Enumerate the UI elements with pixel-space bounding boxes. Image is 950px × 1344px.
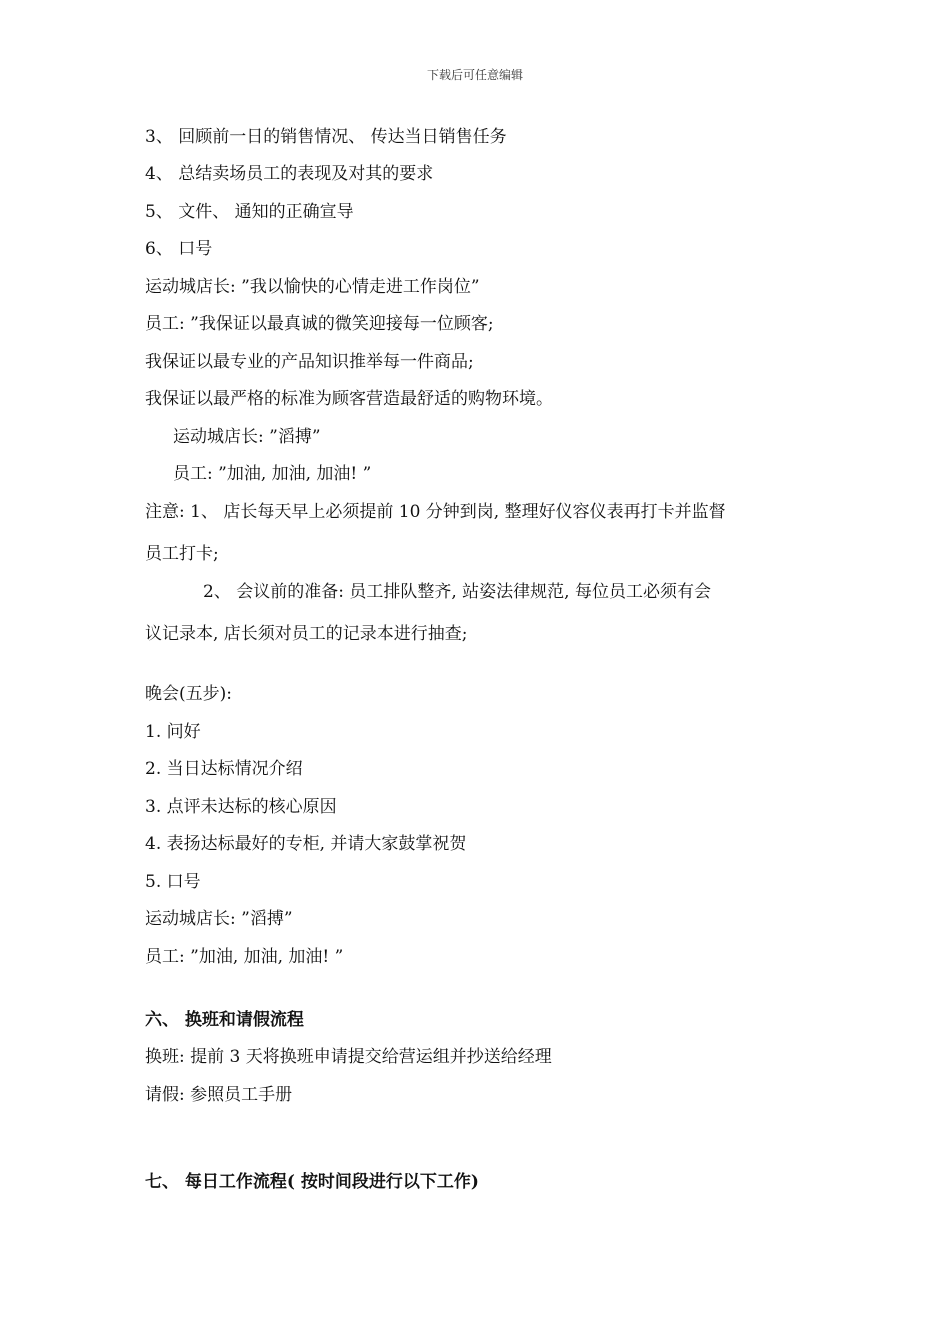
slogan-staff-4: 员工: ”加油, 加油, 加油! ” — [173, 464, 372, 484]
evening-slogan-manager: 运动城店长: ”滔搏” — [145, 909, 293, 929]
evening-meeting-title: 晚会(五步): — [145, 684, 232, 704]
evening-step-1: 1. 问好 — [145, 722, 201, 742]
evening-step-5: 5. 口号 — [145, 872, 201, 892]
shift-change: 换班: 提前 3 天将换班申请提交给营运组并抄送给经理 — [145, 1047, 552, 1067]
note-1-cont: 员工打卡; — [145, 544, 219, 564]
evening-step-3: 3. 点评未达标的核心原因 — [145, 797, 337, 817]
slogan-staff-3: 我保证以最严格的标准为顾客营造最舒适的购物环境。 — [145, 389, 553, 409]
section-7-heading: 七、 每日工作流程( 按时间段进行以下工作) — [145, 1172, 479, 1192]
page-header: 下载后可任意编辑 — [426, 68, 523, 82]
section-6-heading: 六、 换班和请假流程 — [145, 1010, 304, 1030]
note-1: 注意: 1、 店长每天早上必须提前 10 分钟到岗, 整理好仪容仪表再打卡并监督 — [145, 502, 726, 522]
meeting-item-6: 6、 口号 — [145, 239, 213, 259]
meeting-item-4: 4、 总结卖场员工的表现及对其的要求 — [145, 164, 434, 184]
leave-request: 请假: 参照员工手册 — [145, 1085, 293, 1105]
meeting-item-5: 5、 文件、 通知的正确宣导 — [145, 202, 354, 222]
slogan-staff-1: 员工: ”我保证以最真诚的微笑迎接每一位顾客; — [145, 314, 494, 334]
evening-step-4: 4. 表扬达标最好的专柜, 并请大家鼓掌祝贺 — [145, 834, 467, 854]
evening-step-2: 2. 当日达标情况介绍 — [145, 759, 303, 779]
slogan-manager: 运动城店长: ”我以愉快的心情走进工作岗位” — [145, 277, 480, 297]
note-2: 2、 会议前的准备: 员工排队整齐, 站姿法律规范, 每位员工必须有会 — [203, 582, 711, 602]
meeting-item-3: 3、 回顾前一日的销售情况、 传达当日销售任务 — [145, 127, 507, 147]
slogan-manager-2: 运动城店长: ”滔搏” — [173, 427, 321, 447]
note-2-cont: 议记录本, 店长须对员工的记录本进行抽查; — [145, 624, 468, 644]
slogan-staff-2: 我保证以最专业的产品知识推举每一件商品; — [145, 352, 474, 372]
evening-slogan-staff: 员工: ”加油, 加油, 加油! ” — [145, 947, 344, 967]
